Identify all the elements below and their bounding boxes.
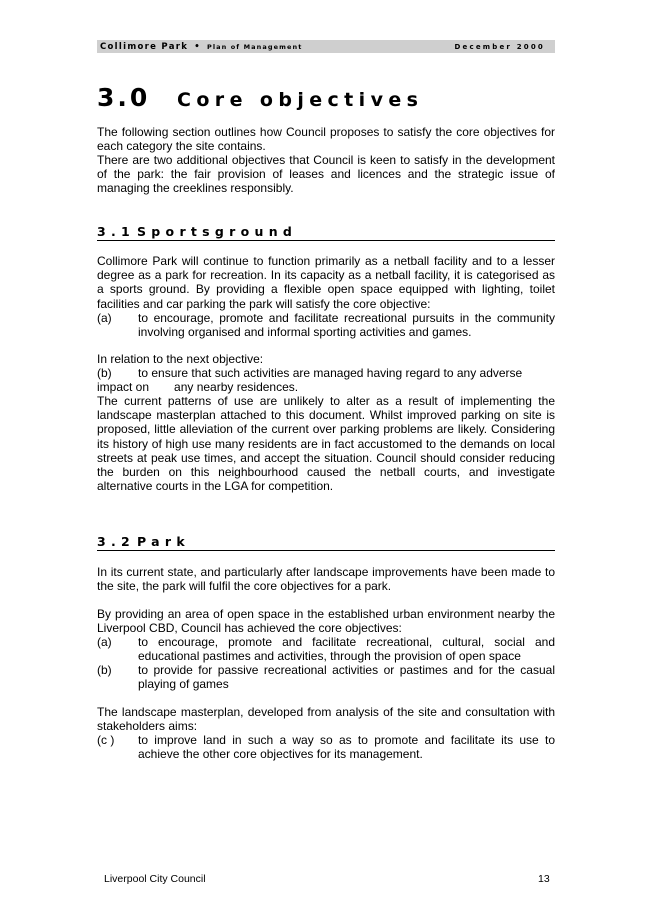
item-text-line-2b: any nearby residences. — [174, 380, 299, 394]
header-date: December 2000 — [454, 42, 545, 51]
objective-item-a — [97, 635, 555, 663]
item-text: to encourage, promote and facilitate recreational, cultural, social and educational pastimes and activities, through the provision of open space — [138, 635, 555, 664]
objective-item-b — [97, 366, 555, 380]
intro-paragraph-1: The following section outlines how Council proposes to satisfy the core objectives for each category the site contains. — [97, 125, 555, 154]
page-number: 13 — [538, 873, 550, 885]
objective-item-a — [97, 311, 555, 339]
item-text-line-1: to ensure that such activities are managed having regard to any adverse — [138, 366, 523, 380]
sportsground-paragraph-2: In relation to the next objective: — [97, 352, 264, 366]
park-paragraph-3: The landscape masterplan, developed from analysis of the site and consultation with stakeholders aims: — [97, 705, 555, 734]
park-paragraph-1: In its current state, and particularly after landscape improvements have been made to the site, the park will fulfil the core objectives for a park. — [97, 565, 555, 594]
running-header — [97, 40, 555, 53]
objective-item-b — [97, 663, 555, 691]
item-text-line-2a: impact on — [97, 380, 150, 394]
header-document-name: Plan of Management — [206, 42, 303, 51]
intro-paragraph-2: There are two additional objectives that Council is keen to satisfy in the development of the park: the fair provision of leases and licences and the strategic issue of managing the creeklines responsibly. — [97, 153, 555, 196]
item-label: (c ) — [97, 733, 115, 747]
header-bullet: • — [194, 41, 201, 52]
item-label: (a) — [97, 311, 112, 325]
subsection-title: Sportsground — [137, 224, 298, 239]
item-label: (a) — [97, 635, 112, 649]
objective-item-b-continuation — [97, 380, 555, 394]
objective-item-c — [97, 733, 555, 761]
section-title: Core objectives — [177, 89, 424, 111]
header-park-name: Collimore Park — [100, 41, 189, 52]
item-text: to provide for passive recreational activities or pastimes and for the casual playing of games — [138, 663, 555, 692]
subsection-number: 3.1 — [97, 224, 136, 239]
item-text: to improve land in such a way so as to promote and facilitate its use to achieve the other core objectives for its management. — [138, 733, 555, 762]
footer-organisation: Liverpool City Council — [104, 873, 206, 885]
sportsground-paragraph-3: The current patterns of use are unlikely to alter as a result of implementing the landscape masterplan attached to this document. Whilst improved parking on site is proposed, little alleviation of the current over parking problems are likely. Considering its history of high use many residents are in fact accustomed to the demands on local streets at peak use times, and accept the situation. Council should consider reducing the burden on this neighbourhood caused the netball courts, and investigate alternative courts in the LGA for competition. — [97, 394, 555, 494]
sportsground-paragraph-1: Collimore Park will continue to function primarily as a netball facility and to a lesser degree as a park for recreation. In its capacity as a netball facility, it is categorised as a sports ground. By providing a flexible open space equipped with lighting, toilet facilities and car parking the park will satisfy the core objective: — [97, 254, 555, 311]
header-title — [100, 42, 302, 52]
item-label: (b) — [97, 663, 112, 677]
section-heading-3-1 — [97, 224, 555, 241]
item-label: (b) — [97, 366, 112, 380]
item-text: to encourage, promote and facilitate recreational pursuits in the community involving organised and informal sporting activities and games. — [138, 311, 555, 340]
section-heading-3-2 — [97, 534, 555, 551]
park-paragraph-2: By providing an area of open space in the established urban environment nearby the Liverpool CBD, Council has achieved the core objectives: — [97, 607, 555, 636]
subsection-number: 3.2 — [97, 534, 136, 549]
section-heading-3-0 — [97, 83, 423, 113]
subsection-title: Park — [137, 534, 190, 549]
section-number: 3.0 — [97, 83, 151, 112]
